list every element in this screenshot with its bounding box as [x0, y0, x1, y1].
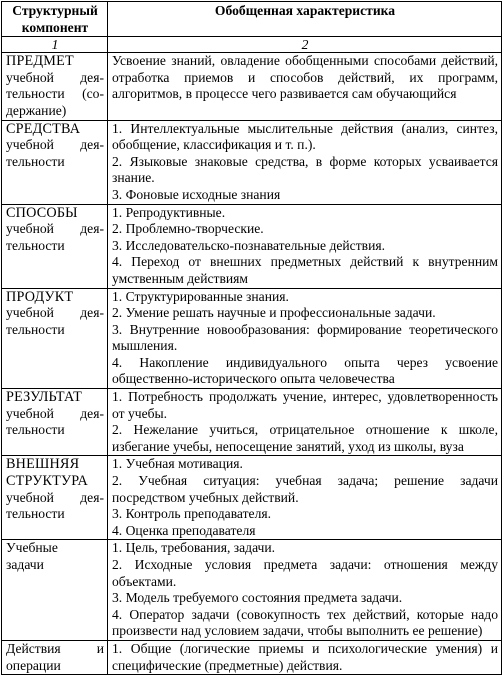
characteristic-item: 3. Модель требуемого состояния предмета задачи.: [112, 590, 403, 606]
component-name-line: ПРОДУКТ: [6, 288, 74, 305]
component-name-cell: [2, 120, 108, 204]
characteristic-cell: [108, 456, 502, 540]
characteristic-item: 2. Умение решать научные и профессиональные задачи.: [112, 305, 436, 321]
component-name-cell: [2, 53, 108, 120]
component-name-line: задачи: [6, 557, 44, 572]
table-row: [2, 204, 502, 288]
component-name-line: СРЕДСТВА: [6, 120, 81, 137]
characteristic-item: 1. Учебная мотивация.: [112, 456, 243, 472]
characteristic-item: 1. Потребность продолжать учение, интерес, удовлетворенность от учебы.: [112, 389, 498, 421]
characteristic-cell: [108, 288, 502, 389]
characteristic-item: 1. Интеллектуальные мыслительные действия (анализ, синтез, обобщение, классификация и т. п.).: [112, 120, 498, 153]
component-name-line: тельности: [6, 153, 65, 169]
characteristic-item: 3. Исследовательско-познавательные действия.: [112, 237, 385, 253]
component-name-line: РЕЗУЛЬТАТ: [6, 389, 83, 406]
table-row: [2, 389, 502, 456]
characteristic-item: 3. Контроль преподавателя.: [112, 506, 272, 522]
characteristic-item: 4. Переход от внешних предметных действий к внутренним умственным действиям: [112, 254, 498, 286]
component-name-line: СПОСОБЫ: [6, 204, 78, 221]
component-name-line: тельности (со-: [6, 86, 104, 102]
component-name-line: учебной дея-: [6, 69, 104, 85]
characteristic-item: 3. Фоновые исходные знания: [112, 186, 281, 202]
component-name-line: тельности: [6, 321, 65, 337]
characteristic-item: 1. Общие (логические приемы и психологические умения) и специфические (предметные) действия.: [112, 640, 498, 673]
component-name-cell: [2, 389, 108, 456]
component-name-line: учебной дея-: [6, 221, 104, 237]
characteristic-item: 3. Внутренние новообразования: формирование теоретического мышления.: [112, 321, 498, 354]
component-name-line: учебной дея-: [6, 405, 104, 421]
table-row: [2, 456, 502, 540]
characteristic-item: 2. Нежелание учиться, отрицательное отношение к школе, избегание учебы, непосещение занятий, уход из школы, вуза: [112, 422, 498, 454]
characteristic-cell: [108, 640, 502, 674]
characteristic-item: 4. Накопление индивидуального опыта через усвоение общественно-исторического опыта человечества: [112, 354, 498, 387]
component-name-line: тельности: [6, 237, 65, 253]
table-header-row: [2, 2, 502, 37]
component-name-line: тельности: [6, 506, 65, 522]
characteristic-item: 1. Структурированные знания.: [112, 288, 289, 304]
characteristic-item: 1. Репродуктивные.: [112, 204, 226, 220]
column-number-1: 1: [2, 37, 108, 53]
component-name-line: СТРУКТУРА: [6, 473, 89, 490]
component-name-cell: [2, 204, 108, 288]
component-name-line: учебной дея-: [6, 489, 104, 505]
table-row: [2, 120, 502, 204]
component-name-cell: [2, 288, 108, 389]
characteristic-cell: [108, 204, 502, 288]
header-characteristic: Обобщенная характеристика: [108, 2, 502, 37]
characteristic-cell: [108, 120, 502, 204]
component-name-cell: [2, 456, 108, 540]
characteristic-item: 2. Учебная ситуация: учебная задача; решение задачи посредством учебных действий.: [112, 473, 498, 505]
characteristic-item: Усвоение знаний, овладение обобщенными способами действий, отработка приемов и способов действий, их программ, алгоритмов, в процессе чего развивается сам обучающийся: [112, 53, 498, 102]
table-row: [2, 288, 502, 389]
table-row: [2, 53, 502, 120]
characteristic-item: 4. Оценка преподавателя: [112, 522, 256, 538]
component-name-line: операции: [6, 657, 61, 673]
table-row: [2, 540, 502, 641]
characteristic-cell: [108, 389, 502, 456]
column-number-row: [2, 37, 502, 53]
table-body: [2, 53, 502, 675]
component-name-line: ВНЕШНЯЯ: [6, 456, 80, 473]
characteristic-item: 2. Исходные условия предмета задачи: отношения между объектами.: [112, 557, 498, 589]
characteristic-cell: [108, 540, 502, 641]
table-row: [2, 640, 502, 674]
component-name-cell: [2, 540, 108, 641]
characteristic-item: 2. Проблемно-творческие.: [112, 221, 264, 237]
component-name-line: тельности: [6, 422, 65, 438]
column-number-2: 2: [108, 37, 502, 53]
characteristic-item: 2. Языковые знаковые средства, в форме которых усваивается знание.: [112, 153, 498, 186]
component-name-line: учебной дея-: [6, 305, 104, 321]
component-name-line: ПРЕДМЕТ: [6, 53, 74, 70]
component-name-line: держание): [6, 102, 67, 118]
component-name-line: Действия и: [6, 640, 104, 656]
component-name-cell: [2, 640, 108, 674]
characteristics-table: [1, 1, 502, 675]
component-name-line: Учебные: [6, 540, 58, 556]
characteristic-cell: [108, 53, 502, 120]
characteristic-item: 1. Цель, требования, задачи.: [112, 540, 276, 556]
header-component: Структурный компонент: [2, 2, 108, 37]
component-name-line: учебной дея-: [6, 137, 104, 153]
characteristic-item: 4. Оператор задачи (совокупность тех действий, которые надо произвести над условием задачи, чтобы выполнить ее решение): [112, 606, 498, 639]
